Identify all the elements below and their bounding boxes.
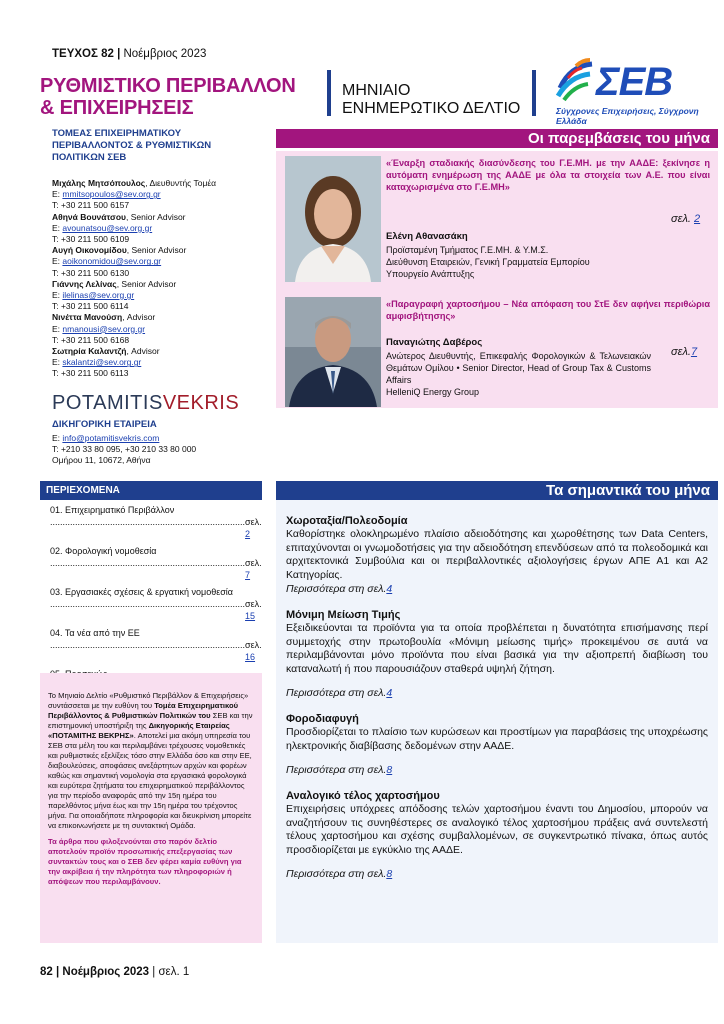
- page-label: σελ.: [671, 346, 691, 358]
- disclaimer-bold: Τομέα Επιχειρηματικού Περιβάλλοντος & Ρυθμιστικών Πολιτικών του: [48, 701, 239, 720]
- contact-card: [52, 346, 282, 380]
- highlight-more: [286, 763, 708, 777]
- intervention-1-name: Ελένη Αθανασάκη: [386, 231, 468, 242]
- disclaimer-text: Το Μηνιαίο Δελτίο «Ρυθμιστικό Περιβάλλον & Επιχειρήσεις» συντάσσεται με την ευθύνη του: [48, 691, 249, 710]
- intervention-1-role: [386, 244, 676, 280]
- toc-entry-leader: [50, 557, 262, 581]
- role-line: Ανώτερος Διευθυντής, Επικεφαλής Φορολογικών & Τελωνειακών Θεμάτων Ομίλου • Senior Director, Head of Group Tax & Customs Affairs: [386, 351, 651, 385]
- contact-card: [52, 178, 282, 212]
- contact-email-link[interactable]: nmanousi@sev.org.gr: [62, 323, 146, 334]
- highlight-page-link[interactable]: 8: [386, 764, 393, 776]
- highlight-page-link[interactable]: 4: [386, 687, 393, 699]
- contacts-list: [52, 178, 282, 380]
- law-firm-address: Ομήρου 11, 10672, Αθήνα: [52, 455, 151, 465]
- toc-page-link[interactable]: 7: [245, 570, 251, 580]
- law-firm-phone: T: +210 33 80 095, +30 210 33 80 000: [52, 444, 197, 454]
- contact-email-link[interactable]: skalantzi@sev.org.gr: [62, 357, 142, 368]
- intervention-1-page: [671, 213, 700, 225]
- highlight-text: Καθορίστηκε ολοκληρωμένο πλαίσιο αδειοδότησης και χωροθέτησης των Data Centers, επιταχύνονται οι γνωμοδοτήσεις για την αδειοδότηση επενδύσεων από τα πολεοδομικά και αρχιτεκτονικά Συμβούλια και οι περιβαλλοντικές αξιολογήσεις έργων ΑΠΕ Α1 και Α2 Κατηγορίας.: [286, 528, 708, 581]
- highlight-more: [286, 867, 708, 881]
- intervention-2-name: Παναγιώτης Δαβέρος: [386, 337, 483, 348]
- bulletin-line-1: ΜΗΝΙΑΙΟ: [342, 82, 411, 99]
- email-prefix: E:: [52, 433, 63, 443]
- contact-phone: T: +30 211 500 6157: [52, 200, 130, 211]
- issue-label: ΤΕΥΧΟΣ 82: [52, 48, 114, 60]
- contact-role: , Advisor: [122, 312, 156, 323]
- contact-role: , Senior Advisor: [125, 211, 186, 222]
- email-prefix: E:: [52, 256, 63, 267]
- toc-entry: [40, 622, 262, 663]
- bulletin-line-2: ΕΝΗΜΕΡΩΤΙΚΟ ΔΕΛΤΙΟ: [342, 100, 521, 117]
- highlight-item: [286, 514, 708, 596]
- toc-entry: [40, 540, 262, 581]
- contact-role: , Advisor: [126, 346, 160, 357]
- contact-role: , Διευθυντής Τομέα: [145, 178, 217, 188]
- role-line: Υπουργείο Ανάπτυξης: [386, 269, 475, 279]
- email-prefix: E:: [52, 290, 63, 301]
- toc-page-label: σελ.: [245, 640, 262, 650]
- contact-name: Νινέττα Μανούση: [52, 312, 123, 323]
- toc-dots: ..............................................................................: [50, 599, 246, 609]
- contact-phone: T: +30 211 500 6130: [52, 267, 130, 278]
- logo-part-a: POTAMITIS: [52, 392, 163, 414]
- highlight-text: Εξειδικεύονται τα προϊόντα για τα οποία προβλέπεται η δυνατότητα επισήμανσης περί συμμετοχής στην πρωτοβουλία «Μόνιμη μείωσης τιμής» προκειμένου σε αυτά να περιλαμβάνονται μόνο προϊόντα που είναι βασικά για την αξιοπρεπή διαβίωση του καταναλωτή ή που παρουσιάζουν σταθερά υψηλή ζήτηση.: [286, 622, 708, 675]
- highlight-title: Μόνιμη Μείωση Τιμής: [286, 609, 401, 621]
- highlight-title: Φοροδιαφυγή: [286, 713, 359, 725]
- toc-page-link[interactable]: 16: [245, 652, 256, 662]
- toc-entry: [40, 500, 262, 540]
- role-line: Προϊσταμένη Τμήματος Γ.Ε.ΜΗ. & Υ.Μ.Σ.: [386, 245, 549, 255]
- contact-phone: T: +30 211 500 6109: [52, 234, 130, 245]
- toc-entry-label: 01. Επιχειρηματικό Περιβάλλον: [50, 505, 175, 515]
- sev-logo: ΣΕΒ: [596, 60, 673, 104]
- role-line: Διεύθυνση Εταιρειών, Γενική Γραμματεία Εμπορίου: [386, 257, 590, 267]
- contact-role: , Senior Advisor: [116, 278, 177, 289]
- toc-entry-label: 02. Φορολογική νομοθεσία: [50, 546, 157, 556]
- page-label: σελ.: [671, 213, 691, 225]
- contact-email-link[interactable]: avounatsou@sev.org.gr: [62, 222, 153, 233]
- disclaimer-text: . Αποτελεί μια ακόμη υπηρεσία του ΣΕΒ στα μέλη του και περιλαμβάνει τρέχουσες νομοθετικές και ρυθμιστικές εξελίξεις τόσο στην Ελλάδα όσο και στην ΕΕ, διαβουλεύσεις, αποφάσεις ανεξάρτητων αρχών και φορέων καθώς και σημαντική νομολογία στα εργασιακά φορολογικά και ευρύτερα ζητήματα του επιχειρηματικού περιβάλλοντος για την περίοδο αναφοράς από την 15η ημέρα του παρελθόντος μήνα έως και την 15η ημέρα του τρέχοντος μήνα. Για οποιαδήποτε πληροφορία και διευκρίνιση μπορείτε να επικοινωνήσετε με τη συντακτική Ομάδα.: [48, 731, 252, 830]
- sector-line-2: ΠΕΡΙΒΑΛΛΟΝΤΟΣ & ΡΥΘΜΙΣΤΙΚΩΝ: [52, 140, 212, 151]
- toc-dots: ..............................................................................: [50, 558, 246, 568]
- toc-entry-label: 03. Εργασιακές σχέσεις & εργατική νομοθεσία: [50, 587, 234, 597]
- highlight-text: Επιχειρήσεις υπόχρεες απόδοσης τελών χαρτοσήμου έναντι του Δημοσίου, μπορούν να αναζητήσουν τις συνηθέστερες σε αναλογικό τέλος χαρτοσήμου πράξεις ανά συντελεστή τέλους χαρτοσήμου και σχέσης συμβαλλομένων, σε συγκεντρωτικό πίνακα, όπως αυτός προσδιορίζεται με εγκύκλιο της ΑΑΔΕ.: [286, 803, 708, 856]
- photo-athanasaki: [285, 156, 381, 282]
- highlight-title: Χωροταξία/Πολεοδομία: [286, 515, 408, 527]
- toc-page-label: σελ.: [245, 599, 262, 609]
- contact-card: [52, 245, 282, 279]
- contact-card: [52, 212, 282, 246]
- disclaimer-paragraph-1: [48, 691, 254, 831]
- contact-email-link[interactable]: aoikonomidou@sev.org.gr: [62, 256, 162, 267]
- intervention-1-quote: «Έναρξη σταδιακής διασύνδεσης του Γ.Ε.ΜΗ. με την ΑΑΔΕ: ξεκίνησε η αυτόματη ενημέρωση της ΑΑΔΕ με όλα τα στοιχεία των Α.Ε. που είναι καταχωρισμένα στο Γ.Ε.ΜΗ»: [386, 158, 710, 192]
- header-divider-2: [532, 70, 536, 116]
- highlights-heading: Τα σημαντικά του μήνα: [276, 481, 718, 500]
- highlight-item: [286, 608, 708, 700]
- contact-name: Γιάννης Λελίνας: [52, 278, 117, 289]
- bulletin-label: [342, 82, 520, 118]
- logo-part-b: VEKRIS: [162, 392, 240, 414]
- newsletter-title: [40, 75, 330, 119]
- toc-page-link[interactable]: 2: [245, 529, 251, 539]
- toc-heading: ΠΕΡΙΕΧΟΜΕΝΑ: [40, 481, 262, 500]
- contact-email-link[interactable]: ilelinas@sev.org.gr: [62, 290, 135, 301]
- contact-phone: T: +30 211 500 6114: [52, 301, 129, 312]
- contact-role: , Senior Advisor: [126, 245, 187, 256]
- title-line-1: ΡΥΘΜΙΣΤΙΚΟ ΠΕΡΙΒΑΛΛΟΝ: [40, 75, 296, 97]
- toc-dots: ..............................................................................: [50, 640, 246, 650]
- issue-number: ΤΕΥΧΟΣ 82 | Νοέμβριος 2023: [52, 48, 207, 60]
- contact-name: Αθηνά Βουνάτσου: [52, 211, 126, 222]
- more-label: Περισσότερα στη σελ.: [286, 764, 387, 776]
- toc-entry-label: 04. Τα νέα από την ΕΕ: [50, 628, 140, 638]
- interventions-heading: Οι παρεμβάσεις του μήνα: [276, 129, 718, 148]
- potamitis-vekris-logo: [52, 392, 239, 415]
- contact-phone: T: +30 211 500 6113: [52, 368, 129, 379]
- more-label: Περισσότερα στη σελ.: [286, 583, 387, 595]
- email-prefix: E:: [52, 323, 63, 334]
- intervention-2-page: [671, 346, 697, 358]
- toc-dots: ..............................................................................: [50, 517, 246, 527]
- photo-daveros: [285, 297, 381, 407]
- contact-name: Αυγή Οικονομίδου: [52, 245, 127, 256]
- toc-entry: [40, 581, 262, 622]
- intervention-2-quote: «Παραγραφή χαρτοσήμου – Νέα απόφαση του ΣτΕ δεν αφήνει περιθώρια αμφισβήτησης»: [386, 299, 710, 321]
- highlight-title: Αναλογικό τέλος χαρτοσήμου: [286, 790, 440, 802]
- toc-page-label: σελ.: [245, 517, 262, 527]
- footer-page: | σελ. 1: [152, 966, 190, 978]
- highlight-item: [286, 789, 708, 881]
- highlight-more: [286, 582, 708, 596]
- toc-page-label: σελ.: [245, 558, 262, 568]
- email-prefix: E:: [52, 357, 63, 368]
- header-divider-1: [327, 70, 331, 116]
- toc-page-link[interactable]: 15: [245, 611, 256, 621]
- highlight-text: Προσδιορίζεται το πλαίσιο των κυρώσεων και προστίμων για παραβάσεις της υποχρέωσης ηλεκτρονικής διαβίβασης δεδομένων στην ΑΑΔΕ.: [286, 726, 708, 752]
- law-firm-subtitle: ΔΙΚΗΓΟΡΙΚΗ ΕΤΑΙΡΕΙΑ: [52, 419, 157, 430]
- issue-month: Νοέμβριος 2023: [123, 48, 207, 60]
- disclaimer-text: ΣΕΒ και την επιστημονική υποστήριξη της: [48, 711, 253, 730]
- disclaimer-box: [40, 673, 262, 943]
- intervention-2-role: [386, 350, 651, 398]
- contact-card: [52, 279, 282, 313]
- more-label: Περισσότερα στη σελ.: [286, 687, 387, 699]
- page-footer: [40, 966, 189, 978]
- email-prefix: E:: [52, 189, 63, 200]
- contact-name: Μιχάλης Μητσόπουλος: [52, 178, 146, 188]
- intervention-2-page-link[interactable]: 7: [690, 346, 698, 358]
- footer-issue: 82 | Νοέμβριος 2023: [40, 966, 150, 978]
- contact-card: [52, 312, 282, 346]
- role-line: HelleniQ Energy Group: [386, 387, 480, 397]
- sector-line-3: ΠΟΛΙΤΙΚΩΝ ΣΕΒ: [52, 152, 127, 163]
- toc-entry-leader: [50, 639, 262, 663]
- sev-logo-mark: [556, 58, 594, 102]
- sev-tagline: Σύγχρονες Επιχειρήσεις, Σύγχρονη Ελλάδα: [556, 106, 699, 126]
- contact-phone: T: +30 211 500 6168: [52, 334, 130, 345]
- title-line-2: & ΕΠΙΧΕΙΡΗΣΕΙΣ: [40, 97, 194, 119]
- highlight-item: [286, 712, 708, 777]
- email-prefix: E:: [52, 222, 63, 233]
- toc-entry-leader: [50, 598, 262, 622]
- law-firm-email-link[interactable]: info@potamitisvekris.com: [62, 433, 160, 443]
- law-firm-contact: [52, 433, 282, 466]
- intervention-1-page-link[interactable]: 2: [694, 213, 701, 225]
- toc-entry-leader: [50, 516, 262, 540]
- sector-name: [52, 128, 282, 164]
- toc-list: [40, 500, 262, 662]
- highlight-more: [286, 686, 708, 700]
- highlight-page-link[interactable]: 4: [386, 583, 393, 595]
- more-label: Περισσότερα στη σελ.: [286, 868, 387, 880]
- highlight-page-link[interactable]: 8: [386, 868, 393, 880]
- highlights-box: [276, 500, 718, 943]
- disclaimer-paragraph-2: Τα άρθρα που φιλοξενούνται στο παρόν δελτίο αποτελούν προϊόν προσωπικής επεξεργασίας των συντακτών τους και ο ΣΕΒ δεν φέρει καμία ευθύνη για την ακρίβεια ή την πληρότητα των πληροφοριών ή απόψεων που περιλαμβάνουν.: [48, 837, 242, 886]
- contact-name: Σωτηρία Καλαντζή: [52, 346, 127, 357]
- disclaimer-bold: Δικηγορικής Εταιρείας «ΠΟΤΑΜΙΤΗΣ ΒΕΚΡΗΣ»: [48, 721, 230, 740]
- contact-email-link[interactable]: mmitsopoulos@sev.org.gr: [62, 189, 161, 200]
- sector-line-1: ΤΟΜΕΑΣ ΕΠΙΧΕΙΡΗΜΑΤΙΚΟΥ: [52, 128, 182, 139]
